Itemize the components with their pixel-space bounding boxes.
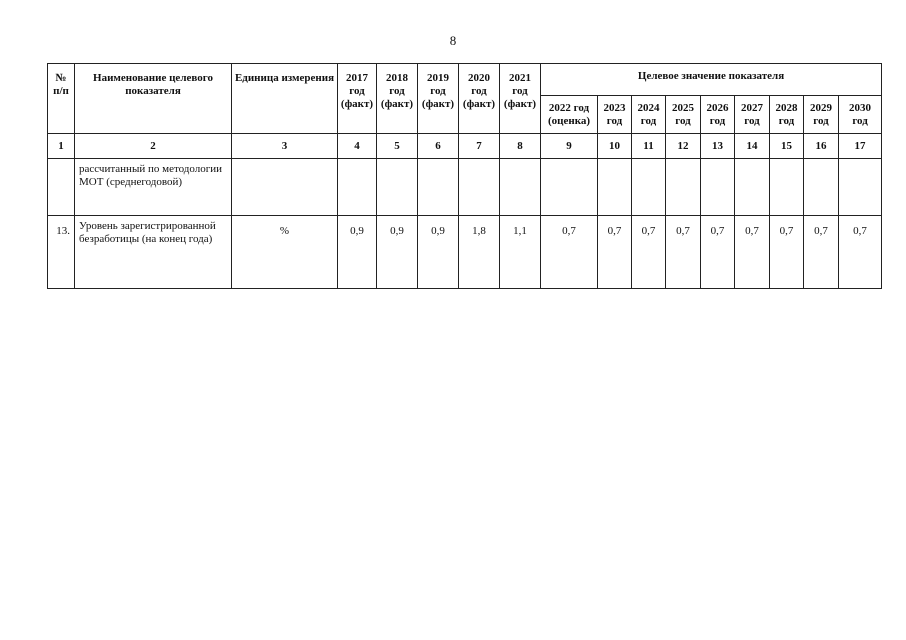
- column-number: 7: [459, 134, 500, 159]
- column-number: 10: [598, 134, 632, 159]
- row-value: 0,9: [377, 216, 418, 289]
- column-number: 14: [735, 134, 770, 159]
- column-number: 13: [701, 134, 735, 159]
- header-year-target: 2025 год: [666, 96, 701, 134]
- column-number: 3: [232, 134, 338, 159]
- table-row: [48, 216, 882, 289]
- table-row: [48, 159, 882, 216]
- header-year-fact: 2021 год (факт): [500, 64, 541, 134]
- row-value: [598, 159, 632, 216]
- header-year-target: 2023 год: [598, 96, 632, 134]
- row-value: 0,7: [541, 216, 598, 289]
- row-value: [459, 159, 500, 216]
- row-num: [48, 159, 75, 216]
- header-year-fact: 2018 год (факт): [377, 64, 418, 134]
- row-value: 1,1: [500, 216, 541, 289]
- header-year-target: 2027 год: [735, 96, 770, 134]
- row-unit: %: [232, 216, 338, 289]
- row-value: [500, 159, 541, 216]
- row-value: [666, 159, 701, 216]
- row-value: 0,7: [701, 216, 735, 289]
- header-year-fact: 2019 год (факт): [418, 64, 459, 134]
- column-number: 9: [541, 134, 598, 159]
- row-value: 1,8: [459, 216, 500, 289]
- header-num: № п/п: [48, 64, 75, 134]
- row-value: [770, 159, 804, 216]
- column-number: 17: [839, 134, 882, 159]
- row-value: [804, 159, 839, 216]
- header-year-target: 2028 год: [770, 96, 804, 134]
- header-year-fact: 2017 год (факт): [338, 64, 377, 134]
- row-value: [839, 159, 882, 216]
- header-year-target: 2030 год: [839, 96, 882, 134]
- row-value: [418, 159, 459, 216]
- header-year-fact: 2020 год (факт): [459, 64, 500, 134]
- row-value: 0,9: [338, 216, 377, 289]
- column-number: 8: [500, 134, 541, 159]
- header-year-target: 2029 год: [804, 96, 839, 134]
- column-number: 6: [418, 134, 459, 159]
- column-number: 11: [632, 134, 666, 159]
- column-number: 1: [48, 134, 75, 159]
- row-value: 0,7: [666, 216, 701, 289]
- row-name: Уровень зарегистрированной безработицы (на конец года): [75, 216, 232, 289]
- indicators-table: [47, 63, 882, 289]
- row-value: 0,7: [804, 216, 839, 289]
- header-unit: Единица измерения: [232, 64, 338, 134]
- row-value: [541, 159, 598, 216]
- header-year-target: 2026 год: [701, 96, 735, 134]
- column-number: 5: [377, 134, 418, 159]
- column-number: 4: [338, 134, 377, 159]
- row-value: [338, 159, 377, 216]
- row-name: рассчитанный по методологии МОТ (среднегодовой): [75, 159, 232, 216]
- column-number: 16: [804, 134, 839, 159]
- column-number: 15: [770, 134, 804, 159]
- row-value: [701, 159, 735, 216]
- column-number: 12: [666, 134, 701, 159]
- row-value: 0,7: [632, 216, 666, 289]
- row-value: 0,7: [839, 216, 882, 289]
- header-target-group: Целевое значение показателя: [541, 64, 882, 96]
- column-number-row: [48, 134, 882, 159]
- row-num: 13.: [48, 216, 75, 289]
- row-value: 0,7: [770, 216, 804, 289]
- header-name: Наименование целевого показателя: [75, 64, 232, 134]
- row-value: 0,7: [598, 216, 632, 289]
- row-unit: [232, 159, 338, 216]
- column-number: 2: [75, 134, 232, 159]
- row-value: 0,9: [418, 216, 459, 289]
- header-year-target: 2022 год (оценка): [541, 96, 598, 134]
- row-value: [632, 159, 666, 216]
- page-number: 8: [449, 33, 457, 48]
- header-year-target: 2024 год: [632, 96, 666, 134]
- row-value: [377, 159, 418, 216]
- row-value: 0,7: [735, 216, 770, 289]
- row-value: [735, 159, 770, 216]
